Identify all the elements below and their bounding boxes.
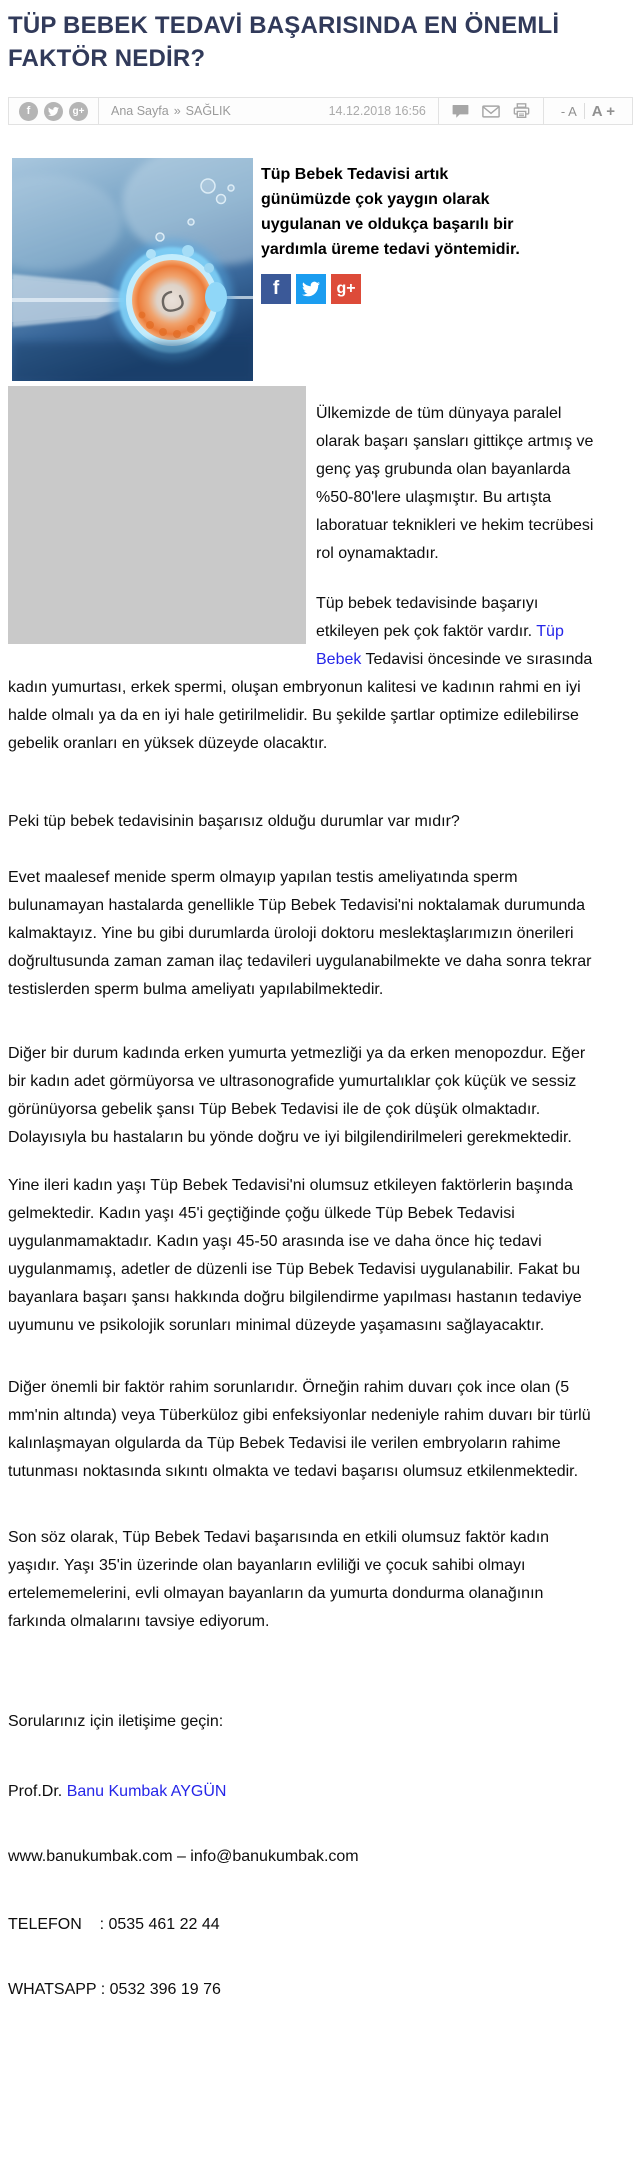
email-icon[interactable] bbox=[482, 104, 500, 119]
ad-placeholder bbox=[8, 386, 306, 644]
paragraph-text: Tedavisi öncesinde ve sırasında kadın yumurtası, erkek spermi, oluşan embryonun kalitesi ve kadının rahmi en iyi halde olmalı ya da en iyi hale getirilmelidir. Bu şekilde şartlar optimize edilebilirse gebelik oranları en yüksek düzeyde olacaktır. bbox=[8, 651, 593, 752]
intro-text: Tüp Bebek Tedavisi artık günümüzde çok yaygın olarak uygulanan ve oldukça başarılı bir yardımla üreme tedavi yöntemidir. bbox=[261, 166, 520, 258]
publish-date: 14.12.2018 16:56 bbox=[328, 104, 426, 118]
twitter-icon[interactable] bbox=[44, 102, 63, 121]
author-prefix: Prof.Dr. bbox=[8, 1783, 67, 1800]
author-line bbox=[8, 1778, 633, 1806]
google-plus-share-button[interactable]: g+ bbox=[331, 274, 361, 304]
page-title: TÜP BEBEK TEDAVİ BAŞARISINDA EN ÖNEMLİ FAKTÖR NEDİR? bbox=[8, 12, 560, 72]
share-buttons bbox=[261, 274, 531, 304]
paragraph-text: Tüp bebek tedavisinde başarıyı etkileyen pek çok faktör vardır. bbox=[316, 595, 539, 640]
author-link[interactable]: Banu Kumbak AYGÜN bbox=[66, 1783, 227, 1800]
paragraph: Diğer bir durum kadında erken yumurta yetmezliği ya da erken menopozdur. Eğer bir kadın adet görmüyorsa ve ultrasonografide yumurtalıklar çok küçük ve sessiz görünüyorsa gebelik şansı Tüp Bebek Tedavisi ile de çok düşük olmaktadır. Dolayısıyla bu hastaların bu yönde doğru ve iyi bilgilendirilmeleri gerekmektedir. bbox=[8, 1045, 586, 1146]
google-plus-icon[interactable]: g+ bbox=[69, 102, 88, 121]
toolbar-actions bbox=[438, 98, 543, 124]
breadcrumb-home-link[interactable]: Ana Sayfa bbox=[111, 104, 169, 118]
tup-bebek-link[interactable]: Tüp Bebek bbox=[316, 623, 564, 668]
paragraph: Yine ileri kadın yaşı Tüp Bebek Tedavisi'ni olumsuz etkileyen faktörlerin başında gelmektedir. Kadın yaşı 45'i geçtiğinde çoğu ülkede Tüp Bebek Tedavisi uygulanmamaktadır. Kadın yaşı 45-50 arasında ise ve daha önce hiç tedavi uygulanmamış, adetler de düzenli ise Tüp Bebek Tedavisi uygulanabilir. Fakat bu bayanlara başarı şansı hakkında doğru bilgilendirme yapılması hastanın tedaviye uyumunu ve psikolojik sorunları minimal düzeyde yaşamasını sağlayacaktır. bbox=[8, 1177, 582, 1334]
contact-intro: Sorularınız için iletişime geçin: bbox=[8, 1713, 224, 1730]
font-increase-button[interactable]: A + bbox=[591, 102, 615, 120]
whatsapp-line: WHATSAPP : 0532 396 19 76 bbox=[8, 1981, 221, 1998]
breadcrumb-category-link[interactable]: SAĞLIK bbox=[185, 104, 231, 118]
toolbar-social-group bbox=[9, 98, 98, 124]
breadcrumb bbox=[98, 98, 317, 124]
facebook-icon[interactable]: f bbox=[19, 102, 38, 121]
facebook-share-button[interactable]: f bbox=[261, 274, 291, 304]
print-icon[interactable] bbox=[513, 103, 530, 119]
paragraph: Son söz olarak, Tüp Bebek Tedavi başarısında en etkili olumsuz faktör kadın yaşıdır. Yaşı 35'in üzerinde olan bayanların evliliği ve çocuk sahibi olmayı ertelememelerini, evli olmayan bayanların da yumurta dondurma olanağının farkında olmalarını tavsiye ediyorum. bbox=[8, 1529, 550, 1630]
paragraph: Ülkemizde de tüm dünyaya paralel olarak başarı şansları gittikçe artmış ve genç yaş grubunda olan bayanlarda %50-80'lere ulaşmıştır. Bu artışta laboratuar teknikleri ve hekim tecrübesi rol oynamaktadır. bbox=[316, 405, 594, 562]
embryo-ivf-photo bbox=[12, 158, 253, 381]
twitter-share-button[interactable] bbox=[296, 274, 326, 304]
phone-line: TELEFON : 0535 461 22 44 bbox=[8, 1916, 220, 1933]
article-toolbar bbox=[8, 97, 633, 125]
paragraph: Diğer önemli bir faktör rahim sorunlarıdır. Örneğin rahim duvarı çok ince olan (5 mm'nin altında) veya Tüberküloz gibi enfeksiyonlar nedeniyle rahim duvarı bir türlü kalınlaşmayan olgularda da Tüp Bebek Tedavisi ile verilen embryoların rahime tutunması noktasında sıkıntı olmakta ve tedavi başarısı olumsuz etkilenmektedir. bbox=[8, 1379, 591, 1480]
paragraph: Evet maalesef menide sperm olmayıp yapılan testis ameliyatında sperm bulunamayan hastalarda genellikle Tüp Bebek Tedavisi'ni noktalamak durumunda kalmaktayız. Yine bu gibi durumlarda üroloji doktoru meslektaşlarımızın önerileri doğrultusunda zaman zaman ilaç tedavileri uygulanabilmekte ve daha sonra tekrar testislerden sperm bulma ameliyatı yapılabilmektedir. bbox=[8, 869, 592, 998]
font-decrease-button[interactable]: - A bbox=[560, 103, 577, 119]
article-page bbox=[0, 9, 641, 2042]
article-body bbox=[8, 158, 633, 2004]
question-heading: Peki tüp bebek tedavisinin başarısız olduğu durumlar var mıdır? bbox=[8, 813, 460, 830]
comment-icon[interactable] bbox=[452, 103, 469, 119]
intro-column bbox=[261, 158, 531, 304]
breadcrumb-separator: » bbox=[173, 104, 181, 118]
website-email-line: www.banukumbak.com – info@banukumbak.com bbox=[8, 1848, 359, 1865]
font-size-controls bbox=[543, 98, 632, 124]
